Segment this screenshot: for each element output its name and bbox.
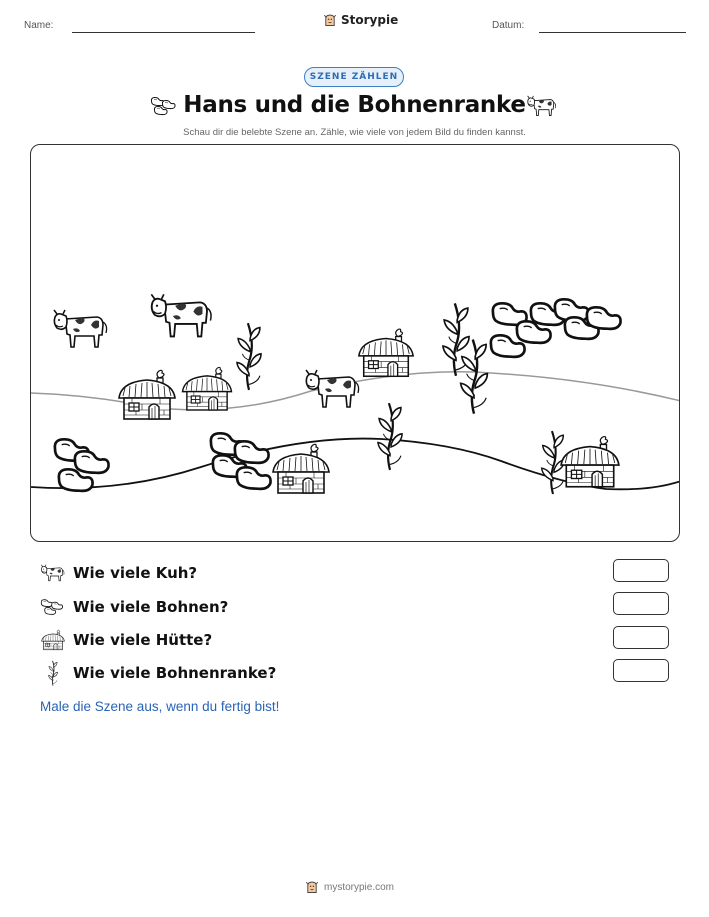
scene-illustration (31, 145, 680, 542)
counting-scene (30, 144, 680, 542)
date-line[interactable] (539, 32, 686, 33)
answer-box-hut[interactable] (613, 626, 669, 649)
footer-site: mystorypie.com (324, 881, 395, 893)
name-line[interactable] (72, 32, 255, 33)
question-beans (40, 594, 228, 620)
storypie-logo (323, 13, 398, 27)
question-cow (40, 560, 197, 586)
storypie-mascot-icon (305, 880, 319, 894)
answer-box-beans[interactable] (613, 592, 669, 615)
beans-icon (40, 594, 66, 620)
answer-box-beanstalk[interactable] (613, 659, 669, 682)
scene-hut (273, 444, 329, 493)
page-title: Hans und die Bohnenranke (183, 92, 526, 118)
scene-beanstalk (461, 340, 488, 414)
cow-icon (40, 560, 66, 586)
footer (305, 880, 394, 894)
question-hut (40, 627, 212, 653)
cow-icon (526, 93, 558, 119)
scene-beans-center (211, 433, 271, 489)
instructions-subtitle: Schau dir die belebte Szene an. Zähle, wie viele von jedem Bild du finden kannst. (183, 127, 526, 138)
scene-cow (54, 310, 107, 347)
beanstalk-icon (40, 660, 66, 686)
date-label: Datum: (492, 20, 525, 31)
question-text: Wie viele Hütte? (73, 631, 213, 649)
name-label: Name: (24, 20, 54, 31)
category-badge: SZENE ZÄHLEN (304, 67, 404, 87)
coloring-instruction: Male die Szene aus, wenn du fertig bist! (40, 699, 280, 714)
question-beanstalk (40, 660, 276, 686)
scene-hut (359, 329, 413, 376)
scene-hut (561, 437, 619, 487)
storypie-mascot-icon (323, 13, 337, 27)
answer-box-cow[interactable] (613, 559, 669, 582)
scene-beans-right (491, 299, 621, 357)
question-text: Wie viele Bohnen? (73, 598, 229, 616)
scene-cow (306, 370, 359, 407)
scene-hut (119, 370, 175, 419)
scene-beans-left (55, 439, 109, 491)
logo-text: Storypie (341, 13, 399, 27)
question-text: Wie viele Bohnenranke? (73, 664, 277, 682)
scene-beanstalk (237, 323, 261, 390)
scene-beanstalk (378, 403, 402, 470)
question-text: Wie viele Kuh? (73, 564, 198, 582)
hut-icon (40, 627, 66, 653)
scene-hut (183, 367, 232, 410)
scene-cow (151, 294, 211, 336)
